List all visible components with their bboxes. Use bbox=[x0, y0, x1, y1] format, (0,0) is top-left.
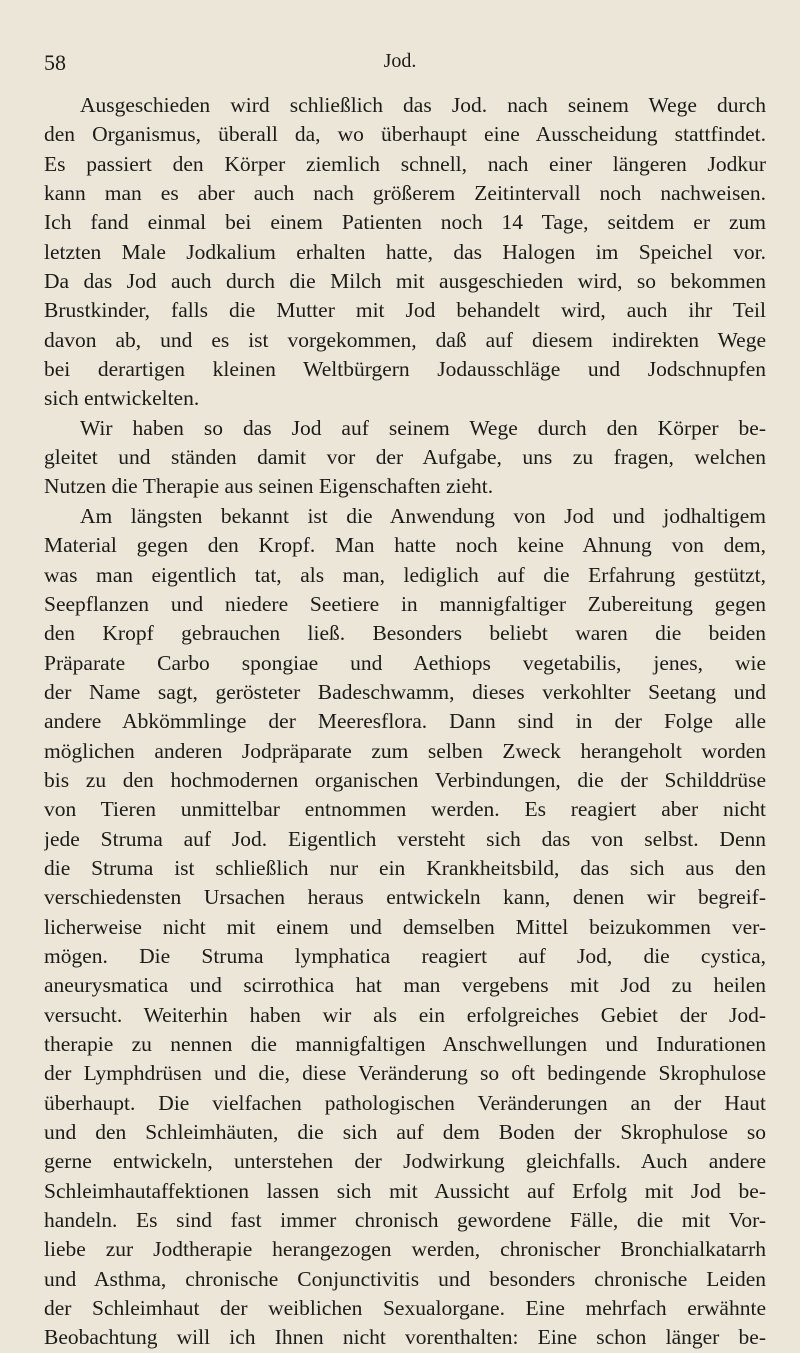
text-line: Am längsten bekannt ist die Anwendung von Jod und jodhaltigem bbox=[80, 503, 766, 528]
text-line: davon ab, und es ist vorgekommen, daß auf diesem indirekten Wege bbox=[44, 327, 766, 352]
text-line: was man eigentlich tat, als man, lediglich auf die Erfahrung gestützt, bbox=[44, 562, 766, 587]
text-line: der Name sagt, gerösteter Badeschwamm, dieses verkohlter Seetang und bbox=[44, 679, 766, 704]
text-line: den Organismus, überall da, wo überhaupt eine Ausscheidung stattfindet. bbox=[44, 122, 766, 147]
text-line: Da das Jod auch durch die Milch mit ausgeschieden wird, so bekommen bbox=[44, 269, 766, 294]
text-line: letzten Male Jodkalium erhalten hatte, das Halogen im Speichel vor. bbox=[44, 239, 766, 264]
text-line: von Tieren unmittelbar entnommen werden. Es reagiert aber nicht bbox=[44, 797, 766, 822]
text-line: Nutzen die Therapie aus seinen Eigenschaften zieht. bbox=[44, 474, 494, 499]
text-line: gerne entwickeln, unterstehen der Jodwirkung gleichfalls. Auch andere bbox=[44, 1149, 766, 1174]
text-line: kann man es aber auch nach größerem Zeitintervall noch nachweisen. bbox=[44, 181, 766, 206]
text-line: Seepflanzen und niedere Seetiere in mannigfaltiger Zubereitung gegen bbox=[44, 591, 766, 616]
text-line: möglichen anderen Jodpräparate zum selben Zweck herangeholt worden bbox=[44, 738, 766, 763]
text-line: Ich fand einmal bei einem Patienten noch 14 Tage, seitdem er zum bbox=[44, 210, 766, 235]
text-line: der Schleimhaut der weiblichen Sexualorgane. Eine mehrfach erwähnte bbox=[44, 1296, 766, 1321]
text-line: und Asthma, chronische Conjunctivitis und besonders chronische Leiden bbox=[44, 1266, 766, 1291]
text-line: andere Abkömmlinge der Meeresflora. Dann sind in der Folge alle bbox=[44, 709, 766, 734]
text-line: versucht. Weiterhin haben wir als ein erfolgreiches Gebiet der Jod- bbox=[44, 1002, 766, 1027]
text-line: Material gegen den Kropf. Man hatte noch keine Ahnung von dem, bbox=[44, 533, 766, 558]
text-line: Wir haben so das Jod auf seinem Wege durch den Körper be- bbox=[80, 415, 766, 440]
text-line: die Struma ist schließlich nur ein Krankheitsbild, das sich aus den bbox=[44, 855, 766, 880]
text-line: Beobachtung will ich Ihnen nicht vorenthalten: Eine schon länger be- bbox=[44, 1325, 766, 1350]
text-line: mögen. Die Struma lymphatica reagiert auf Jod, die cystica, bbox=[44, 943, 766, 968]
text-line: bis zu den hochmodernen organischen Verbindungen, die der Schilddrüse bbox=[44, 767, 766, 792]
text-line: therapie zu nennen die mannigfaltigen Anschwellungen und Indurationen bbox=[44, 1032, 766, 1056]
page-number: 58 bbox=[44, 50, 66, 75]
text-line: bei derartigen kleinen Weltbürgern Jodausschläge und Jodschnupfen bbox=[44, 357, 766, 382]
text-line: überhaupt. Die vielfachen pathologischen Veränderungen an der Haut bbox=[44, 1090, 766, 1115]
running-title: Jod. bbox=[383, 50, 417, 72]
text-line: gleitet und ständen damit vor der Aufgabe, uns zu fragen, welchen bbox=[44, 445, 766, 470]
text-line: Es passiert den Körper ziemlich schnell, nach einer längeren Jodkur bbox=[44, 151, 766, 176]
text-line: Präparate Carbo spongiae und Aethiops vegetabilis, jenes, wie bbox=[44, 650, 766, 675]
text-line: liebe zur Jodtherapie herangezogen werden, chronischer Bronchialkatarrh bbox=[44, 1237, 766, 1262]
text-line: jede Struma auf Jod. Eigentlich versteht sich das von selbst. Denn bbox=[44, 826, 766, 851]
body-text bbox=[44, 91, 766, 1353]
text-line: Schleimhautaffektionen lassen sich mit Aussicht auf Erfolg mit Jod be- bbox=[44, 1178, 766, 1203]
text-line: sich entwickelten. bbox=[44, 386, 200, 411]
text-line: Brustkinder, falls die Mutter mit Jod behandelt wird, auch ihr Teil bbox=[44, 298, 766, 323]
page-header bbox=[44, 50, 756, 80]
text-line: handeln. Es sind fast immer chronisch gewordene Fälle, die mit Vor- bbox=[44, 1208, 766, 1233]
text-line: licherweise nicht mit einem und demselben Mittel beizukommen ver- bbox=[44, 914, 766, 939]
text-line: verschiedensten Ursachen heraus entwickeln kann, denen wir begreif- bbox=[44, 885, 766, 910]
text-line: und den Schleimhäuten, die sich auf dem Boden der Skrophulose so bbox=[44, 1120, 766, 1145]
text-line: den Kropf gebrauchen ließ. Besonders beliebt waren die beiden bbox=[44, 621, 766, 646]
text-line: aneurysmatica und scirrothica hat man vergebens mit Jod zu heilen bbox=[44, 973, 766, 998]
text-line: Ausgeschieden wird schließlich das Jod. nach seinem Wege durch bbox=[80, 93, 766, 117]
text-line: der Lymphdrüsen und die, diese Veränderung so oft bedingende Skrophulose bbox=[44, 1061, 766, 1086]
